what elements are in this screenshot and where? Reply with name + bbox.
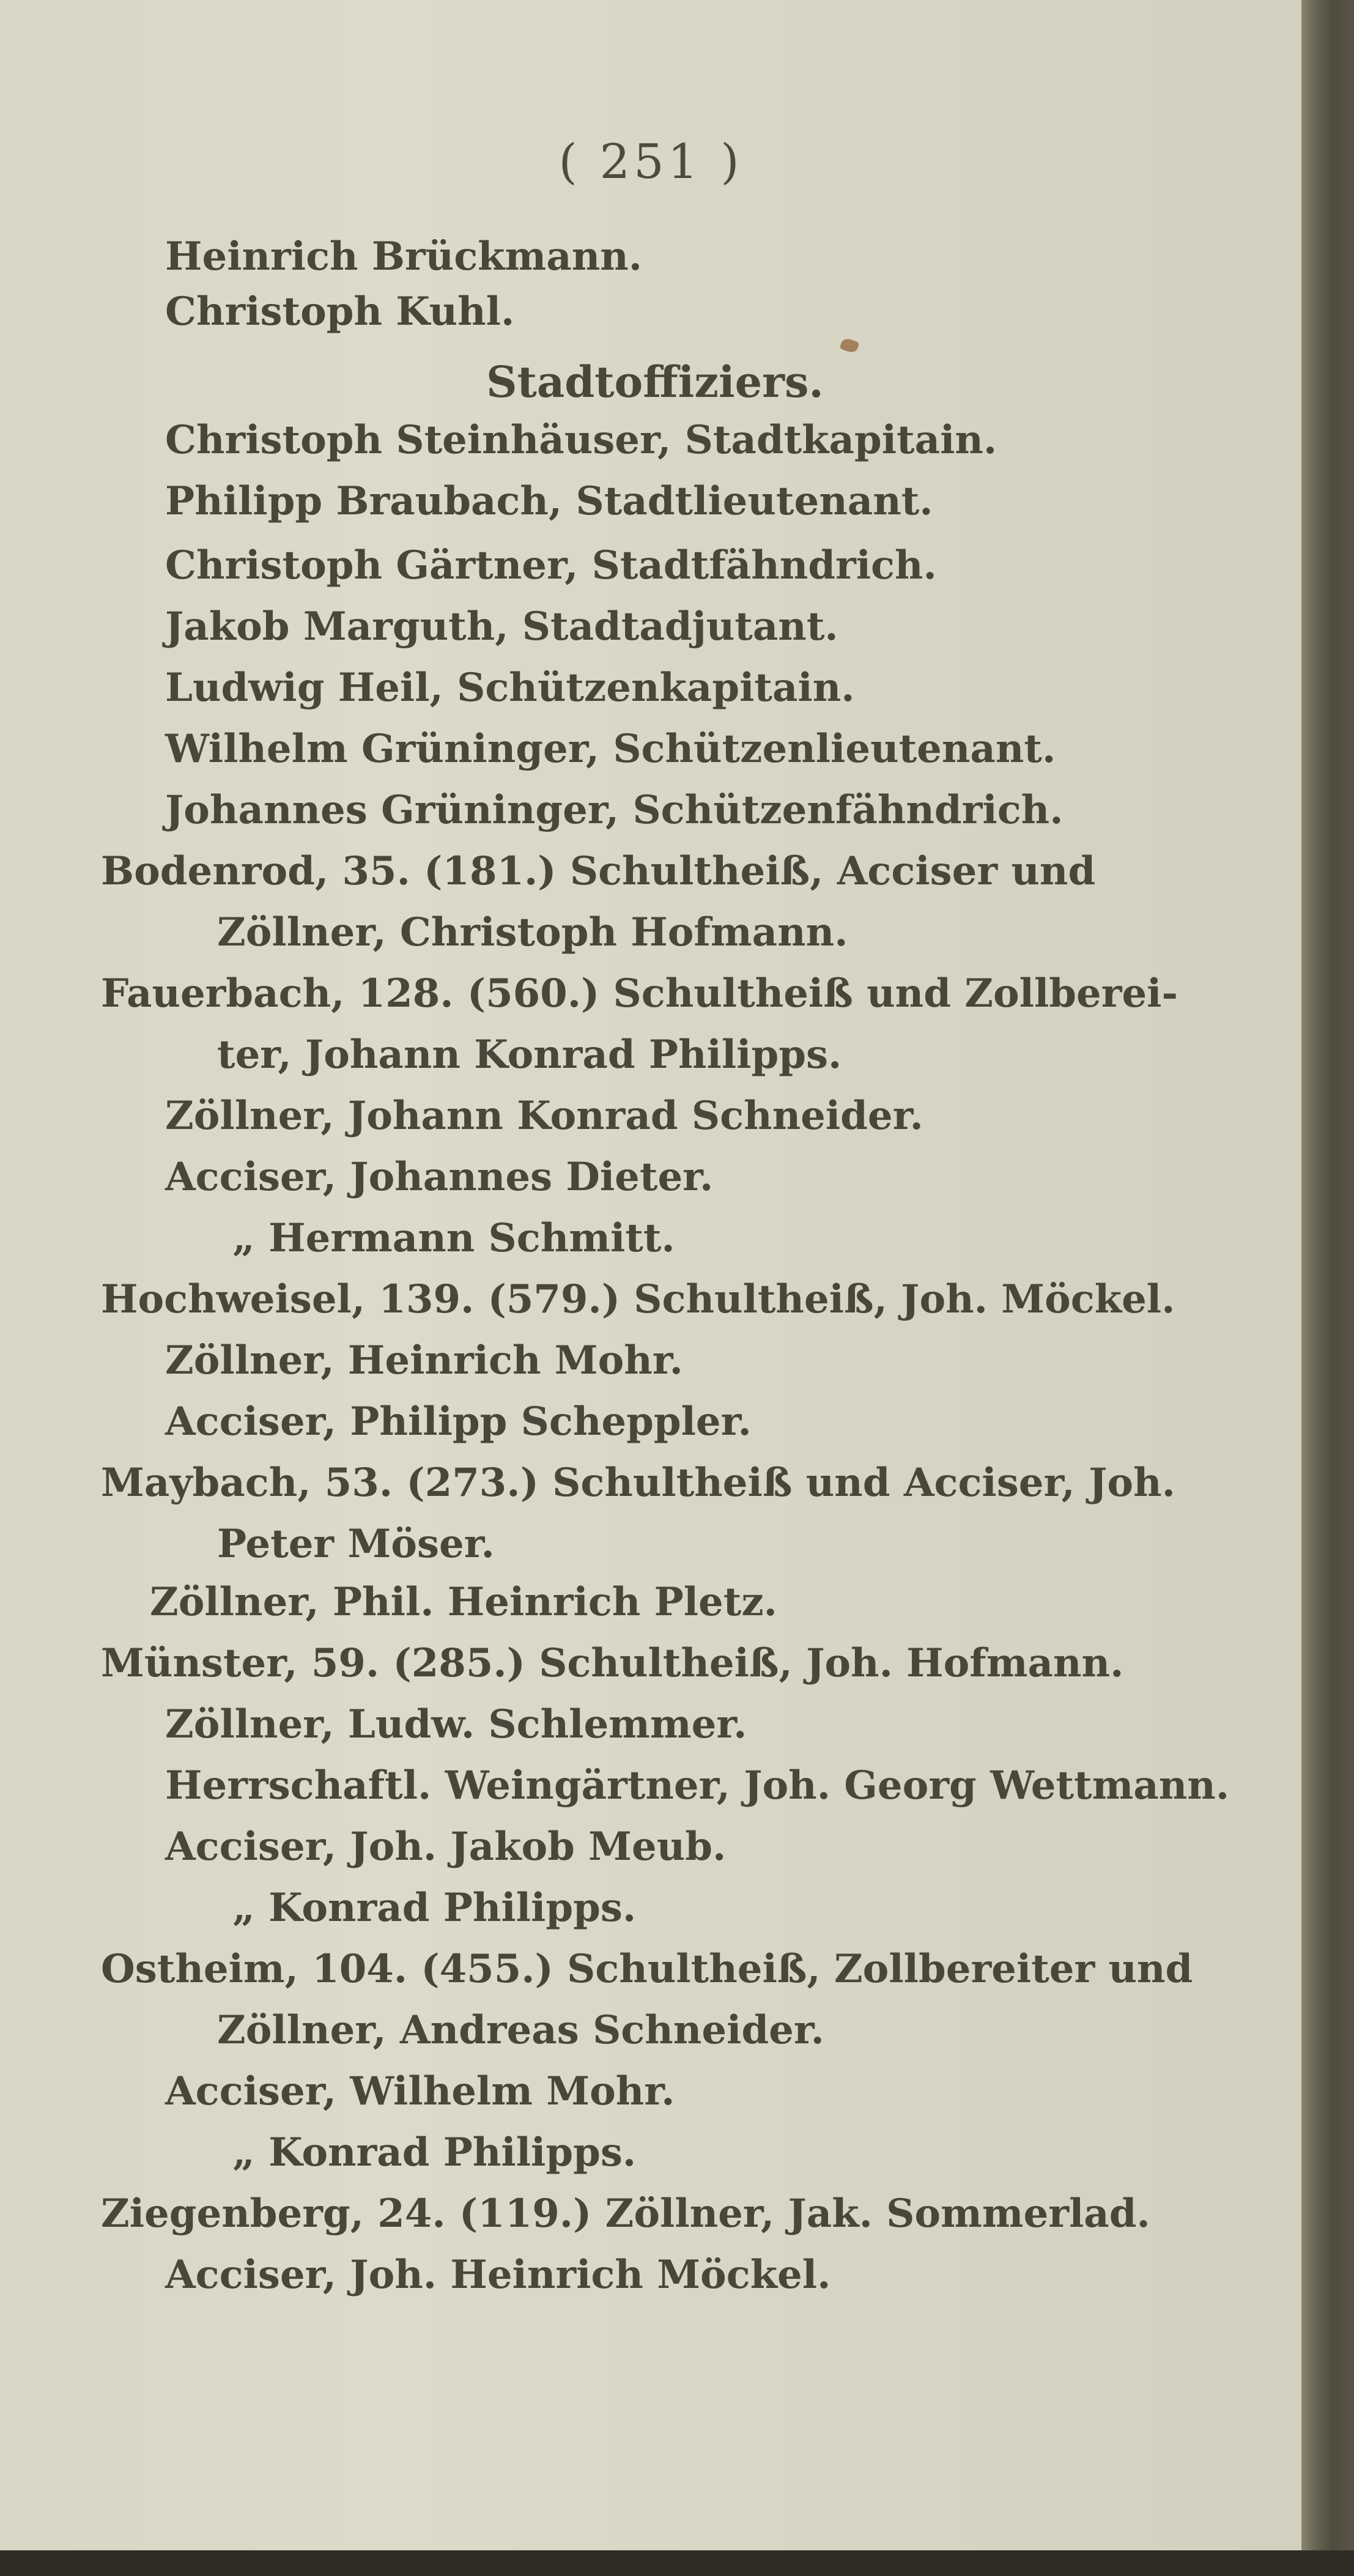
- text-line: „ Hermann Schmitt.: [232, 1215, 675, 1261]
- text-line: Acciser, Johannes Dieter.: [165, 1154, 714, 1200]
- text-line: Ostheim, 104. (455.) Schultheiß, Zollbereiter und: [101, 1946, 1193, 1992]
- text-line: Herrschaftl. Weingärtner, Joh. Georg Wettmann.: [165, 1763, 1230, 1808]
- text-line: Fauerbach, 128. (560.) Schultheiß und Zollberei-: [101, 971, 1178, 1016]
- text-line: Philipp Braubach, Stadtlieutenant.: [165, 478, 933, 524]
- text-line: Zöllner, Johann Konrad Schneider.: [165, 1093, 923, 1139]
- scan-bottom-edge: [0, 2550, 1354, 2576]
- book-binding-edge: [1301, 0, 1354, 2576]
- text-line: ter, Johann Konrad Philipps.: [217, 1032, 842, 1078]
- paper-stain: [839, 337, 859, 354]
- text-line: Peter Möser.: [217, 1521, 495, 1567]
- page-number: ( 251 ): [558, 135, 743, 190]
- text-line: Bodenrod, 35. (181.) Schultheiß, Acciser und: [101, 848, 1096, 894]
- text-line: „ Konrad Philipps.: [232, 1885, 637, 1931]
- text-line: Zöllner, Ludw. Schlemmer.: [165, 1701, 747, 1747]
- text-line: Münster, 59. (285.) Schultheiß, Joh. Hofmann.: [101, 1640, 1124, 1686]
- text-line: Zöllner, Heinrich Mohr.: [165, 1338, 683, 1383]
- text-line: Christoph Gärtner, Stadtfähndrich.: [165, 542, 937, 588]
- text-line: Johannes Grüninger, Schützenfähndrich.: [165, 787, 1064, 833]
- text-line: Heinrich Brückmann.: [165, 234, 643, 279]
- text-line: „ Konrad Philipps.: [232, 2130, 637, 2175]
- text-line: Acciser, Joh. Heinrich Möckel.: [165, 2252, 831, 2298]
- text-line: Acciser, Joh. Jakob Meub.: [165, 1824, 727, 1870]
- text-line: Zöllner, Christoph Hofmann.: [217, 909, 848, 955]
- text-line: Jakob Marguth, Stadtadjutant.: [165, 604, 838, 650]
- text-line: Ziegenberg, 24. (119.) Zöllner, Jak. Sommerlad.: [101, 2191, 1150, 2237]
- text-line: Wilhelm Grüninger, Schützenlieutenant.: [165, 726, 1056, 772]
- section-heading: Stadtoffiziers.: [486, 357, 824, 407]
- text-line: Acciser, Philipp Scheppler.: [165, 1399, 752, 1445]
- text-line: Zöllner, Phil. Heinrich Pletz.: [150, 1579, 777, 1625]
- text-line: Acciser, Wilhelm Mohr.: [165, 2068, 675, 2114]
- text-line: Ludwig Heil, Schützenkapitain.: [165, 665, 855, 711]
- text-line: Christoph Steinhäuser, Stadtkapitain.: [165, 417, 997, 463]
- text-line: Christoph Kuhl.: [165, 289, 515, 335]
- text-line: Hochweisel, 139. (579.) Schultheiß, Joh. Möckel.: [101, 1276, 1175, 1322]
- text-line: Maybach, 53. (273.) Schultheiß und Acciser, Joh.: [101, 1460, 1175, 1506]
- text-line: Zöllner, Andreas Schneider.: [217, 2007, 824, 2053]
